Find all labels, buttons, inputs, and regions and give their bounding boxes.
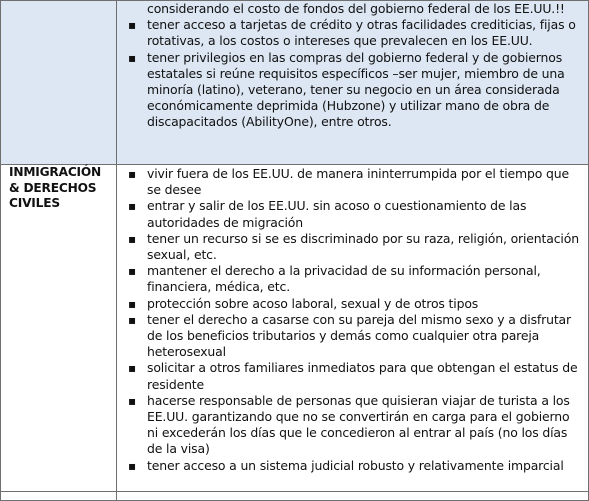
list-item (117, 296, 580, 312)
bullet-dot-icon: ▪ (128, 231, 136, 246)
bullet-dot-icon: ▪ (128, 167, 136, 181)
row-content-cell (117, 1, 589, 165)
row-label-cell (1, 165, 117, 492)
table-row-immigration (1, 165, 589, 492)
list-item (117, 231, 580, 263)
list-item (117, 393, 580, 458)
list-item (117, 166, 580, 198)
list-item-text: entrar y salir de los EE.UU. sin acoso o cuestionamiento de las autoridades de migración (147, 198, 527, 230)
bullet-dot-icon: ▪ (128, 361, 136, 376)
list-item-text: hacerse responsable de personas que quisieran viajar de turista a los EE.UU. garantizando que no se convertirán en carga para el gobierno ni excederán los días que le concedieron al entrar al país (no los días de la visa) (147, 392, 570, 457)
list-item (117, 360, 580, 392)
list-item (117, 312, 580, 361)
list-item-text: protección sobre acoso laboral, sexual y de otros tipos (147, 295, 479, 311)
list-item (117, 17, 580, 49)
list-item-text: mantener el derecho a la privacidad de su información personal, financiera, médica, etc. (147, 263, 541, 295)
list-item-text: solicitar a otros familiares inmediatos para que obtengan el estatus de residente (147, 360, 578, 392)
list-item (117, 263, 580, 295)
list-item-text: considerando el costo de fondos del gobierno federal de los EE.UU.!! (147, 1, 565, 16)
list-item-text: tener acceso a un sistema judicial robusto y relativamente imparcial (147, 457, 564, 473)
bullet-list (117, 165, 588, 474)
list-item-text: tener acceso a tarjetas de crédito y otras facilidades crediticias, fijas o rotativas, a los costos o intereses que prevalecen en los EE.UU. (147, 17, 576, 49)
table-row-next (1, 492, 589, 501)
list-item-text: vivir fuera de los EE.UU. de manera ininterrumpida por el tiempo que se desee (147, 166, 569, 198)
list-item (117, 50, 580, 131)
bullet-dot-icon: ▪ (128, 264, 136, 279)
bullet-dot-icon: ▪ (128, 50, 136, 65)
bullet-dot-icon: ▪ (128, 312, 136, 327)
bullet-list (117, 1, 588, 131)
list-item (117, 458, 580, 474)
row-label-cell (1, 1, 117, 165)
bullet-dot-icon: ▪ (128, 199, 136, 214)
list-item (117, 1, 580, 17)
bullet-dot-icon: ▪ (128, 296, 136, 311)
row-content-cell (117, 492, 589, 501)
list-item-text: tener privilegios en las compras del gobierno federal y de gobiernos estatales si reúne requisitos específicos –ser mujer, miembro de una minoría (latino), veterano, tener su negocio en un área considerada económicamente deprimida (Hubzone) y utilizar mano de obra de discapacitados (AbilityOne), entre otros. (147, 49, 565, 130)
bullet-dot-icon: ▪ (128, 458, 136, 473)
list-item (117, 198, 580, 230)
row-content-cell (117, 165, 589, 492)
row-label-cell (1, 492, 117, 501)
list-item-text: tener un recurso si se es discriminado por su raza, religión, orientación sexual, etc. (147, 230, 579, 263)
list-item-text: tener el derecho a casarse con su pareja del mismo sexo y a disfrutar de los beneficios tributarios y demás como cualquier otra pareja heterosexual (147, 311, 571, 360)
row-label-immigration: INMIGRACIÓN & DERECHOS CIVILES (9, 165, 102, 210)
table-row-financial (1, 1, 589, 165)
bullet-dot-icon: ▪ (128, 18, 136, 33)
bullet-dot-icon: ▪ (128, 393, 136, 408)
